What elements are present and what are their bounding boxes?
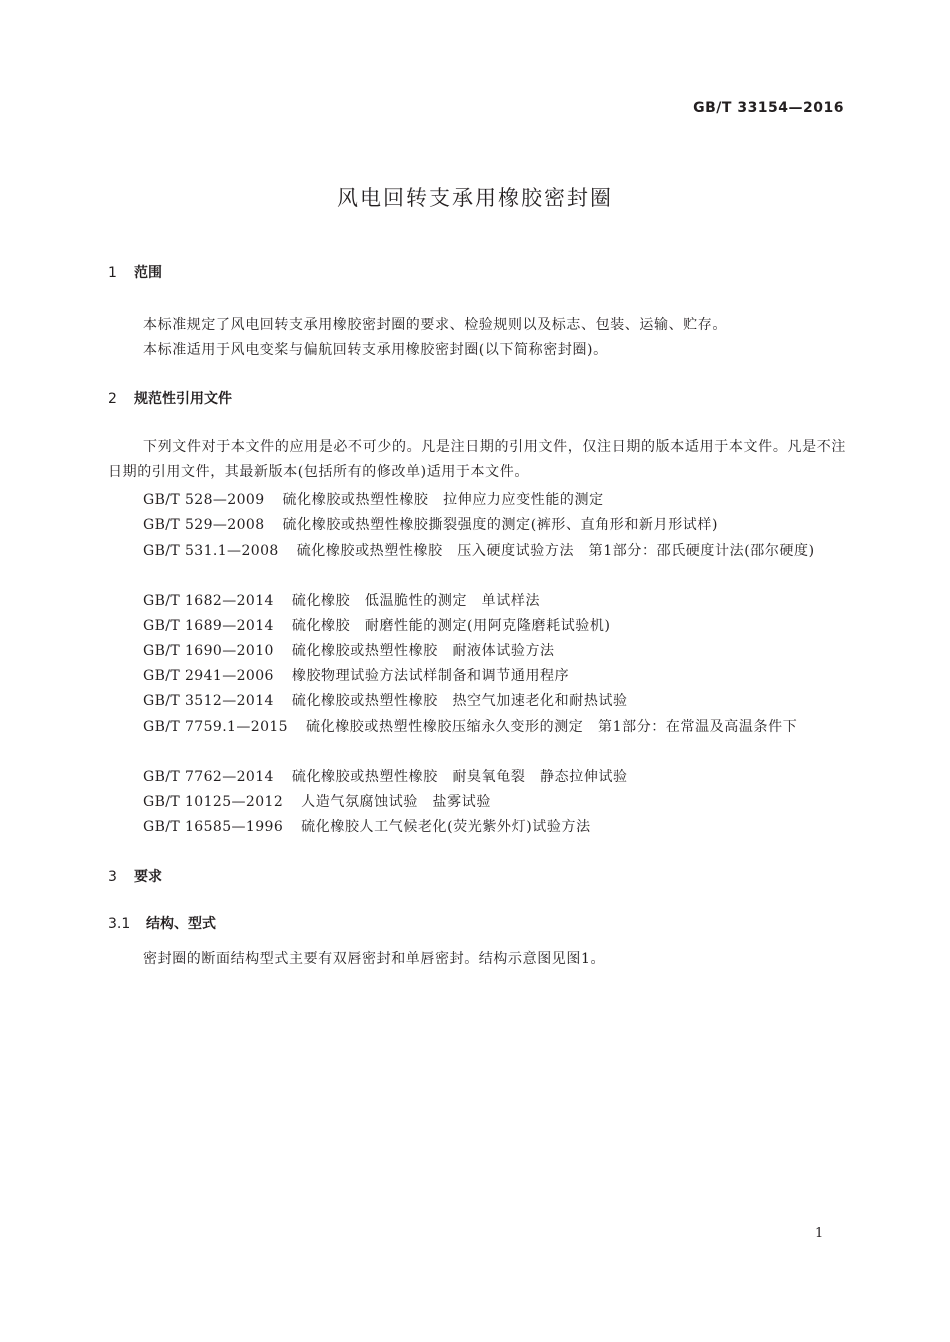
paragraph: 密封圈的断面结构型式主要有双唇密封和单唇密封。结构示意图见图1。 xyxy=(143,951,606,967)
reference-item xyxy=(108,715,846,740)
reference-name: 硫化橡胶 低温脆性的测定 单试样法 xyxy=(291,593,541,609)
reference-item xyxy=(143,640,555,660)
page-title: 风电回转支承用橡胶密封圈 xyxy=(337,186,613,210)
reference-name: 橡胶物理试验方法试样制备和调节通用程序 xyxy=(291,668,570,684)
reference-item xyxy=(143,690,628,710)
reference-name: 人造气氛腐蚀试验 盐雾试验 xyxy=(301,794,491,810)
reference-name: 硫化橡胶或热塑性橡胶压缩永久变形的测定 第1部分：在常温及高温条件下 xyxy=(306,719,798,735)
reference-code: GB/T 531.1—2008 xyxy=(143,543,279,559)
reference-name: 硫化橡胶或热塑性橡胶 拉伸应力应变性能的测定 xyxy=(282,492,604,508)
reference-item xyxy=(143,615,611,635)
reference-code: GB/T 528—2009 xyxy=(143,492,265,508)
subsection-title: 结构、型式 xyxy=(146,916,216,932)
reference-item xyxy=(143,489,604,509)
reference-name: 硫化橡胶或热塑性橡胶撕裂强度的测定(裤形、直角形和新月形试样) xyxy=(282,517,719,533)
reference-item xyxy=(108,539,846,564)
document-number: GB/T 33154—2016 xyxy=(693,100,844,116)
section-title: 范围 xyxy=(134,265,162,281)
reference-item xyxy=(143,816,591,836)
reference-code: GB/T 1690—2010 xyxy=(143,643,274,659)
reference-item xyxy=(143,514,718,534)
section-number: 1 xyxy=(108,265,117,281)
paragraph: 下列文件对于本文件的应用是必不可少的。凡是注日期的引用文件，仅注日期的版本适用于本文件。凡是不注日期的引用文件，其最新版本(包括所有的修改单)适用于本文件。 xyxy=(108,439,846,480)
reference-code: GB/T 3512—2014 xyxy=(143,693,274,709)
section-1-heading xyxy=(108,262,162,282)
subsection-3-1-heading xyxy=(108,913,216,933)
reference-name: 硫化橡胶 耐磨性能的测定(用阿克隆磨耗试验机) xyxy=(291,618,611,634)
subsection-number: 3.1 xyxy=(108,916,131,932)
reference-code: GB/T 10125—2012 xyxy=(143,794,284,810)
reference-code: GB/T 1689—2014 xyxy=(143,618,274,634)
reference-code: GB/T 529—2008 xyxy=(143,517,265,533)
reference-code: GB/T 1682—2014 xyxy=(143,593,274,609)
reference-name: 硫化橡胶或热塑性橡胶 压入硬度试验方法 第1部分：邵氏硬度计法(邵尔硬度) xyxy=(296,543,815,559)
reference-code: GB/T 7759.1—2015 xyxy=(143,719,288,735)
reference-item xyxy=(143,590,540,610)
reference-item xyxy=(143,665,569,685)
reference-item xyxy=(143,766,628,786)
section-number: 3 xyxy=(108,869,117,885)
page-number: 1 xyxy=(815,1226,824,1241)
reference-name: 硫化橡胶人工气候老化(荧光紫外灯)试验方法 xyxy=(301,819,591,835)
section-title: 规范性引用文件 xyxy=(134,391,232,407)
reference-code: GB/T 7762—2014 xyxy=(143,769,274,785)
reference-code: GB/T 2941—2006 xyxy=(143,668,274,684)
reference-name: 硫化橡胶或热塑性橡胶 热空气加速老化和耐热试验 xyxy=(291,693,628,709)
reference-name: 硫化橡胶或热塑性橡胶 耐臭氧龟裂 静态拉伸试验 xyxy=(291,769,628,785)
paragraph: 本标准规定了风电回转支承用橡胶密封圈的要求、检验规则以及标志、包装、运输、贮存。 xyxy=(143,317,727,333)
reference-item xyxy=(143,791,491,811)
section-3-heading xyxy=(108,866,162,886)
section-2-heading xyxy=(108,388,232,408)
reference-code: GB/T 16585—1996 xyxy=(143,819,284,835)
reference-name: 硫化橡胶或热塑性橡胶 耐液体试验方法 xyxy=(291,643,555,659)
section-number: 2 xyxy=(108,391,117,407)
section-title: 要求 xyxy=(134,869,162,885)
paragraph: 本标准适用于风电变桨与偏航回转支承用橡胶密封圈(以下简称密封圈)。 xyxy=(143,342,608,358)
